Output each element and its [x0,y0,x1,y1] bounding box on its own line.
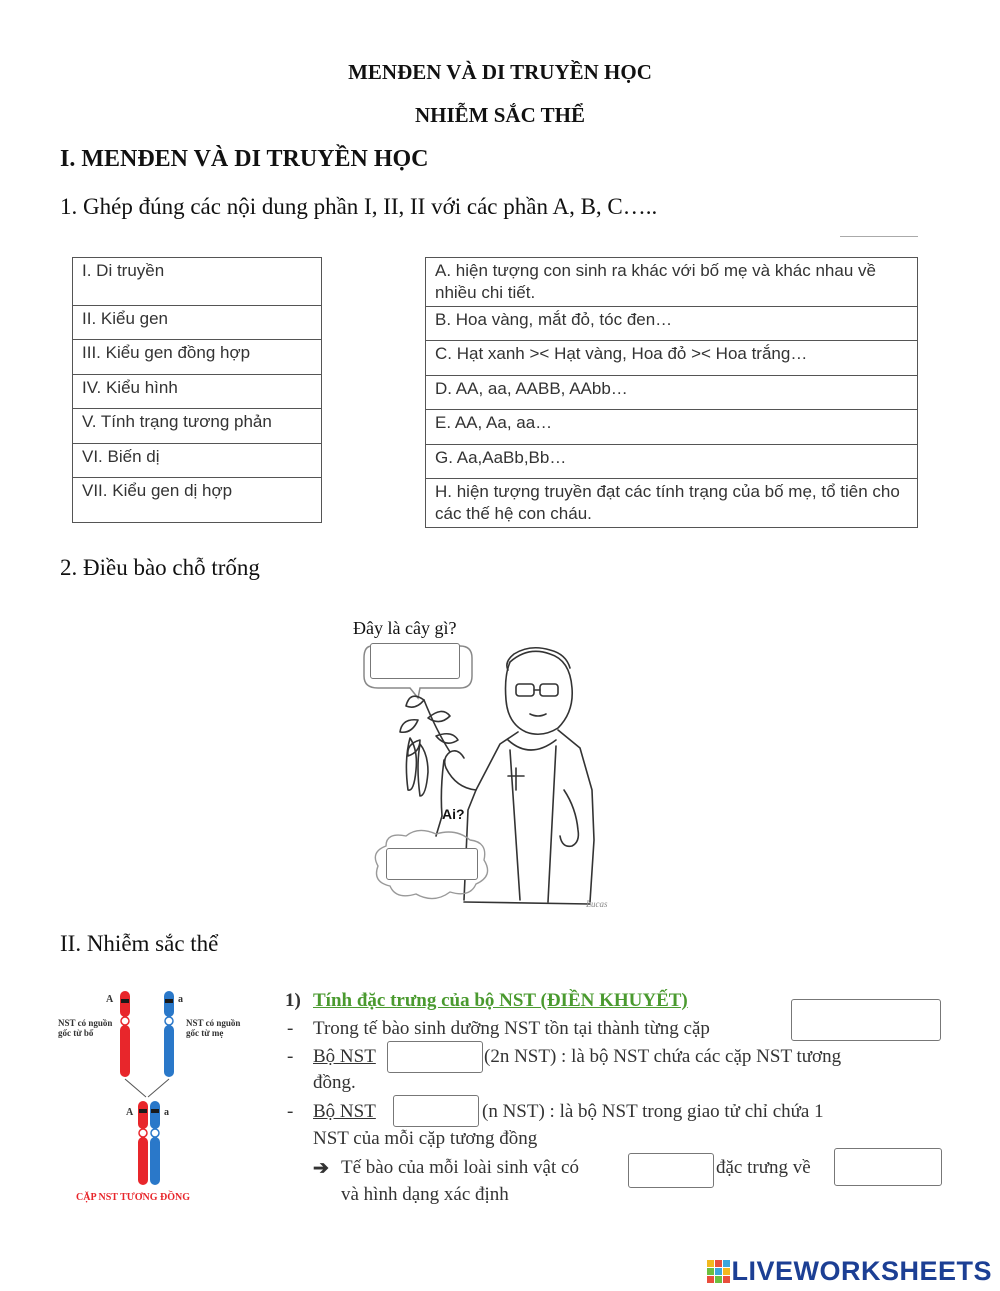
arrow-prefix: Tế bào của mỗi loài sinh vật có [341,1157,579,1178]
bullet-dash: - [287,1018,294,1039]
answer-box-bo-nst-count[interactable] [628,1153,714,1188]
answer-box-bo-nst-n[interactable] [393,1095,479,1127]
item-number: 1) [285,990,301,1011]
liveworksheets-logo [707,1256,992,1287]
left-item[interactable]: V. Tính trạng tương phản [73,409,322,444]
arrow-icon: ➔ [313,1158,329,1179]
bullet-1-text: Trong tế bào sinh dưỡng NST tồn tại thành từng cặp [313,1018,710,1039]
maternal-label: NST có nguồn gốc từ mẹ [186,1018,241,1038]
bullet-2-suffix: (2n NST) : là bộ NST chứa các cặp NST tương [484,1046,842,1067]
right-item[interactable]: E. AA, Aa, aa… [426,410,918,445]
bottom-allele-a-label: a [164,1107,169,1118]
bullet-3-suffix: (n NST) : là bộ NST trong giao tử chỉ chứa 1 [482,1101,824,1122]
divider [840,236,918,237]
right-item[interactable]: C. Hạt xanh >< Hạt vàng, Hoa đỏ >< Hoa trắng… [426,341,918,376]
artist-signature: Lucas [586,899,608,909]
right-item[interactable]: G. Aa,AaBb,Bb… [426,445,918,479]
right-item[interactable]: H. hiện tượng truyền đạt các tính trạng của bố mẹ, tổ tiên cho các thế hệ con cháu. [426,479,918,528]
bullet-2-prefix: Bộ NST [313,1046,376,1067]
left-item[interactable]: II. Kiểu gen [73,306,322,340]
page-subtitle: NHIỄM SẮC THỂ [415,103,585,127]
left-item[interactable]: VI. Biến dị [73,444,322,478]
answer-box-dac-trung[interactable] [834,1148,942,1186]
bullet-dash: - [287,1101,294,1122]
left-item[interactable]: I. Di truyền [73,258,322,306]
section-heading-mendel: I. MENĐEN VÀ DI TRUYỀN HỌC [60,146,429,172]
bullet-dash: - [287,1046,294,1067]
diagram-caption: CẶP NST TƯƠNG ĐỒNG [76,1192,190,1203]
red-chromosome-bottom-arm [120,1025,130,1077]
arrow-continuation: và hình dạng xác định [341,1184,509,1205]
bottom-allele-A-label: A [126,1107,134,1118]
left-matching-table [72,257,322,523]
question-1: 1. Ghép đúng các nội dung phần I, II, II với các phần A, B, C….. [60,194,658,219]
plant-question-label: Đây là cây gì? [353,618,457,638]
right-item[interactable]: A. hiện tượng con sinh ra khác với bố mẹ và khác nhau về nhiều chi tiết. [426,258,918,307]
who-question-label: Ai? [442,806,465,822]
blue-chromosome-top-arm [164,991,174,1017]
page-title: MENĐEN VÀ DI TRUYỀN HỌC [348,60,652,84]
bullet-2-continuation: đồng. [313,1072,356,1093]
allele-A-label: A [106,994,114,1005]
who-answer-box[interactable] [386,848,478,880]
paternal-label: NST có nguồn gốc từ bố [58,1018,113,1038]
bullet-3-continuation: NST của mỗi cặp tương đồng [313,1128,538,1149]
right-item[interactable]: D. AA, aa, AABB, AAbb… [426,376,918,410]
right-matching-table [425,257,918,528]
left-item[interactable]: IV. Kiểu hình [73,375,322,409]
allele-a-label: a [178,994,183,1005]
section-heading-chromosome: II. Nhiễm sắc thể [60,931,219,956]
liveworksheets-icon [707,1260,731,1284]
answer-box-cap[interactable] [791,999,941,1041]
blue-chromosome-bottom-arm [164,1025,174,1077]
brand-name: LIVEWORKSHEETS [731,1256,992,1286]
arrow-middle: đặc trưng về [716,1157,811,1178]
question-2: 2. Điều bào chỗ trống [60,555,260,580]
item-title: Tính đặc trưng của bộ NST (ĐIỀN KHUYẾT) [313,990,688,1011]
answer-box-bo-nst-2n[interactable] [387,1041,483,1073]
left-item[interactable]: III. Kiểu gen đồng hợp [73,340,322,375]
right-item[interactable]: B. Hoa vàng, mắt đỏ, tóc đen… [426,307,918,341]
left-item[interactable]: VII. Kiểu gen dị hợp [73,478,322,523]
red-chromosome-top-arm [120,991,130,1017]
bullet-3-prefix: Bộ NST [313,1101,376,1122]
